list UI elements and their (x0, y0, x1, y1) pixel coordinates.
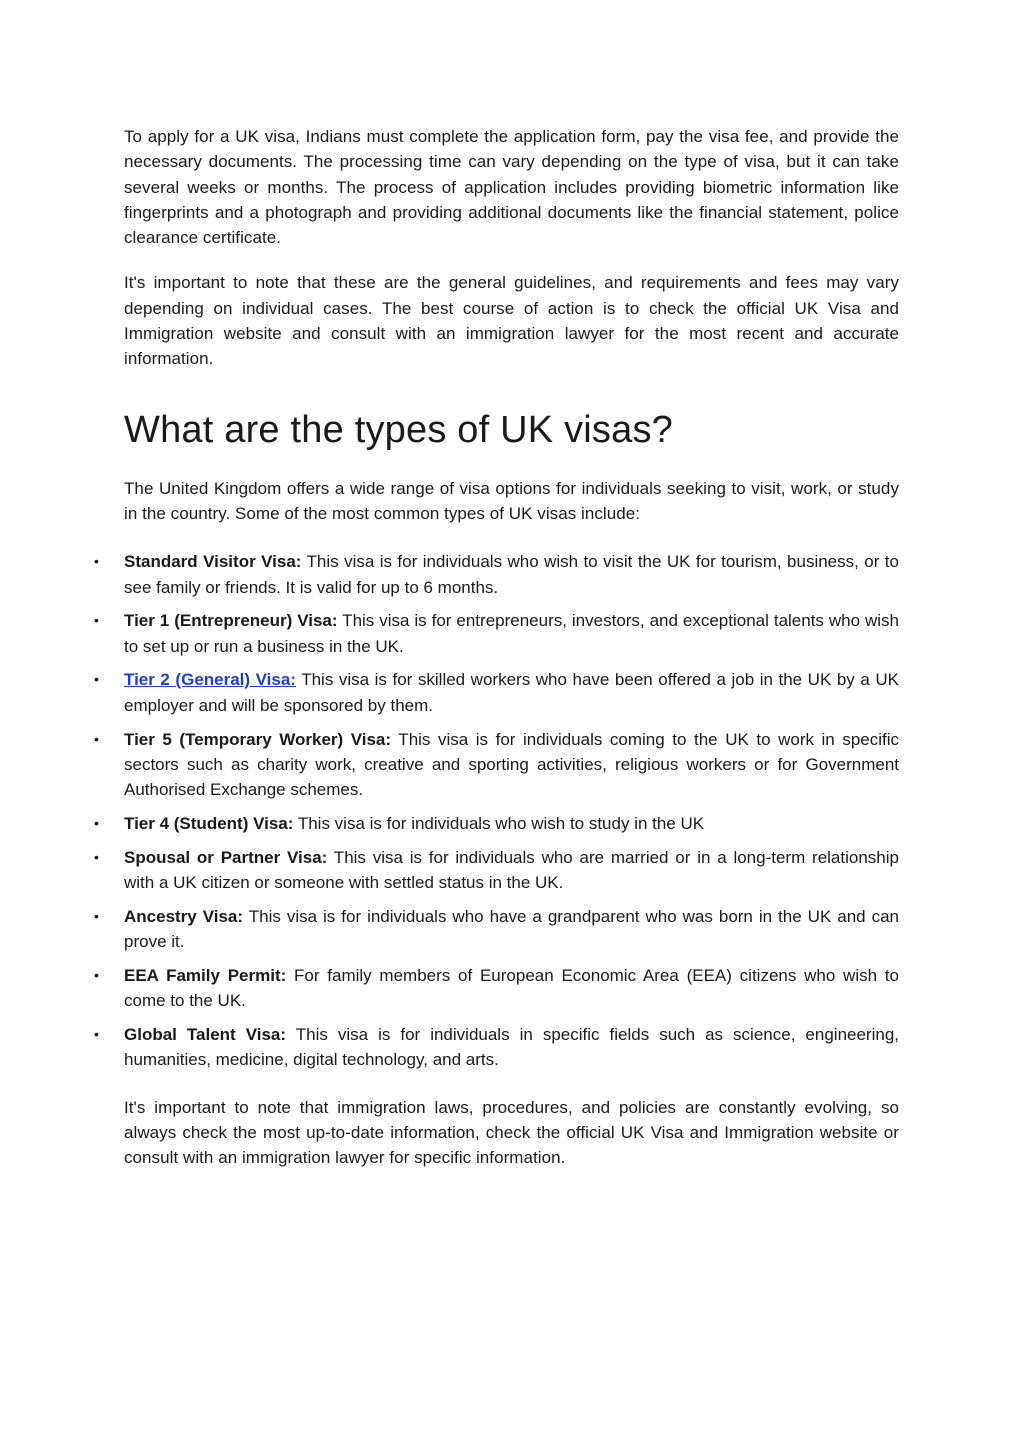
document-page (94, 124, 900, 1171)
bullet-icon: • (94, 553, 99, 570)
section-intro-paragraph: The United Kingdom offers a wide range of visa options for individuals seeking to visit, work, or study in the country. Some of the most common types of UK visas include: (124, 478, 899, 523)
bullet-icon: • (94, 671, 99, 688)
bullet-icon: • (94, 966, 99, 983)
list-item (94, 727, 900, 803)
list-item (94, 1022, 899, 1073)
visa-description: This visa is for individuals in specific fields such as science, engineering, humanities, medicine, digital technology, and arts. (124, 1025, 899, 1070)
visa-term: Tier 4 (Student) Visa: (124, 813, 294, 833)
visa-description: This visa is for skilled workers who have been offered a job in the UK by a UK employer and will be sponsored by them. (124, 670, 899, 715)
closing-paragraph: It's important to note that immigration laws, procedures, and policies are constantly evolving, so always check the most up-to-date information, check the official UK Visa and Immigration website or consult with an immigration lawyer for specific information. (124, 1097, 899, 1168)
tier-2-general-visa-link[interactable]: Tier 2 (General) Visa: (124, 670, 296, 690)
bullet-icon: • (94, 730, 99, 747)
visa-description: This visa is for entrepreneurs, investors, and exceptional talents who wish to set up or run a business in the UK. (124, 611, 900, 656)
visa-term: Spousal or Partner Visa: (124, 847, 328, 867)
visa-term: Ancestry Visa: (124, 906, 244, 926)
visa-description: For family members of European Economic Area (EEA) citizens who wish to come to the UK. (124, 965, 899, 1011)
list-item (94, 608, 900, 659)
visa-types-list (94, 549, 900, 1072)
visa-description: This visa is for individuals who wish to study in the UK (293, 813, 705, 833)
list-item (94, 549, 899, 600)
bullet-icon: • (94, 814, 99, 831)
bullet-icon: • (94, 848, 99, 865)
visa-term: Standard Visitor Visa: (124, 552, 302, 572)
bullet-icon: • (94, 907, 99, 924)
visa-term: Tier 1 (Entrepreneur) Visa: (124, 611, 338, 631)
bullet-icon: • (94, 1026, 99, 1043)
visa-description: This visa is for individuals who wish to visit the UK for tourism, business, or to see family or friends. It is valid for up to 6 months. (124, 552, 899, 597)
list-item (94, 845, 899, 896)
visa-description: This visa is for individuals coming to the UK to work in specific sectors such as charity work, creative and sporting activities, religious workers or for Government Authorised Exchange schemes. (124, 729, 900, 800)
visa-description: This visa is for individuals who have a grandparent who was born in the UK and can prove it. (124, 906, 899, 952)
visa-description: This visa is for individuals who are married or in a long-term relationship with a UK citizen or someone with settled status in the UK. (124, 847, 899, 893)
section-heading: What are the types of UK visas? (124, 408, 673, 451)
visa-term: EEA Family Permit: (124, 965, 287, 985)
list-item (94, 811, 899, 836)
visa-term: Tier 5 (Temporary Worker) Visa: (124, 729, 392, 749)
bullet-icon: • (94, 612, 99, 629)
intro-paragraph-guidelines: It's important to note that these are the general guidelines, and requirements and fees may vary depending on individual cases. The best course of action is to check the official UK Visa and Immigration website and consult with an immigration lawyer for the most recent and accurate information. (124, 273, 899, 369)
list-item (94, 667, 899, 718)
intro-paragraph-application: To apply for a UK visa, Indians must complete the application form, pay the visa fee, and provide the necessary documents. The processing time can vary depending on the type of visa, but it can take several weeks or months. The process of application includes providing biometric information like fingerprints and a photograph and providing additional documents like the financial statement, police clearance certificate. (124, 127, 899, 248)
list-item (94, 963, 899, 1014)
list-item (94, 904, 899, 955)
visa-term: Global Talent Visa: (124, 1025, 287, 1045)
